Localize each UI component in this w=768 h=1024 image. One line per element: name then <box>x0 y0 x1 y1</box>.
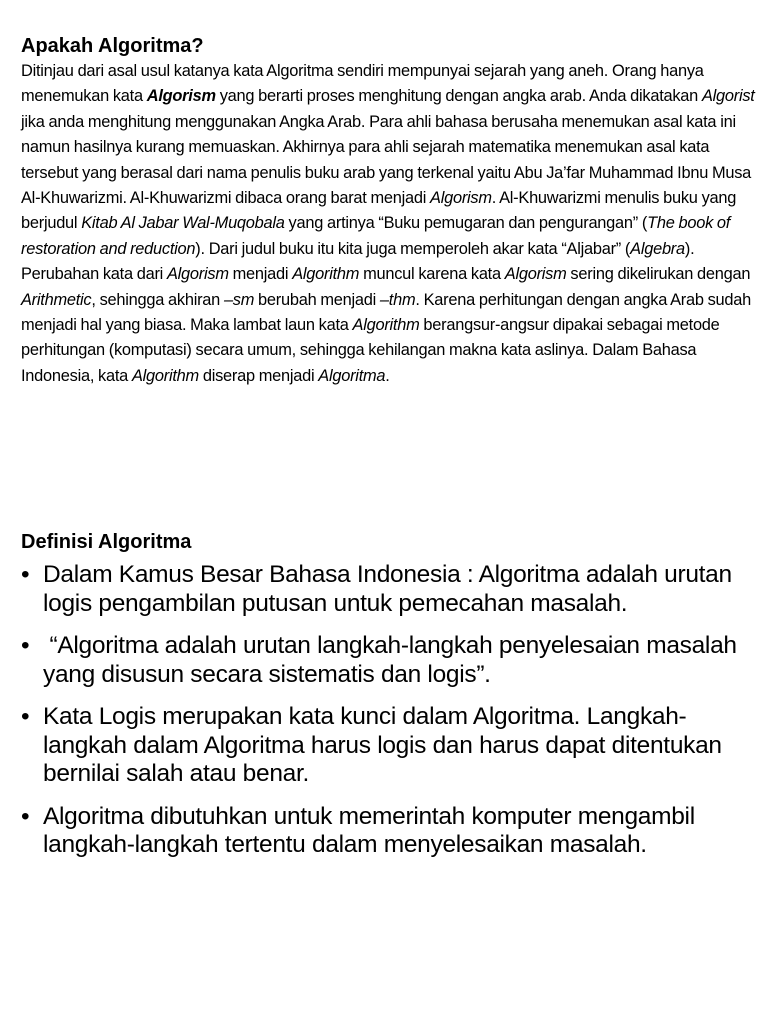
emphasized-term: –sm <box>223 290 255 309</box>
emphasized-term: Algorist <box>701 87 755 106</box>
bullet-icon: • <box>21 561 30 588</box>
intro-paragraph <box>21 59 756 389</box>
paragraph-text: sering dikelirukan dengan <box>566 265 751 284</box>
definition-item <box>21 803 756 860</box>
bullet-icon: • <box>21 802 30 830</box>
definition-item <box>21 703 756 789</box>
paragraph-text: berangsur-angsur dipakai sebagai metode perhitungan (komputasi) secara umum, sehingga kehilangan makna kata aslinya. Dalam Bahasa Indonesia, kata <box>21 316 720 385</box>
paragraph-text: diserap menjadi <box>198 366 319 385</box>
paragraph-text: ). Perubahan kata dari <box>21 239 695 284</box>
emphasized-term: –thm <box>379 290 416 309</box>
paragraph-text: , sehingga akhiran <box>91 290 224 309</box>
paragraph-text: menjadi <box>228 265 293 284</box>
paragraph-text: . Karena perhitungan dengan angka Arab sudah menjadi hal yang biasa. Maka lambat laun kata <box>21 290 752 335</box>
paragraph-text: Ditinjau dari asal usul katanya kata Algoritma sendiri mempunyai sejarah yang aneh. Orang hanya menemukan kata <box>21 62 704 106</box>
paragraph-text: . <box>385 366 390 385</box>
definition-text: Algoritma dibutuhkan untuk memerintah komputer mengambil langkah-langkah tertentu dalam menyelesaikan masalah. <box>43 802 695 858</box>
paragraph-text: yang artinya “Buku pemugaran dan pengurangan” ( <box>284 214 648 233</box>
bullet-icon: • <box>21 632 30 659</box>
emphasized-term: Algorism <box>146 87 216 106</box>
definition-text: “Algoritma adalah urutan langkah-langkah penyelesaian masalah yang disusun secara sistematis dan logis”. <box>43 632 744 688</box>
definition-text: Kata Logis merupakan kata kunci dalam Algoritma. Langkah-langkah dalam Algoritma harus logis dan harus dapat ditentukan bernilai salah atau benar. <box>43 703 722 787</box>
definition-item <box>21 561 756 618</box>
paragraph-text: berubah menjadi <box>254 290 380 309</box>
emphasized-term: Algorithm <box>292 265 360 284</box>
definition-item <box>21 632 756 689</box>
paragraph-text: jika anda menghitung menggunakan Angka Arab. Para ahli bahasa berusaha menemukan asal kata ini namun hasilnya kurang memuaskan. Akhirnya para ahli sejarah matematika menemukan asal kata tersebut yang berasal dari nama penulis buku arab yang terkenal yaitu Abu Ja’far Muhammad Ibnu Musa Al-Khuwarizmi. Al-Khuwarizmi dibaca orang barat menjadi <box>21 112 752 208</box>
emphasized-term: Kitab Al Jabar Wal-Muqobala <box>81 214 285 233</box>
emphasized-term: Algebra <box>630 239 685 258</box>
paragraph-text: muncul karena kata <box>359 265 505 284</box>
emphasized-term: Algorithm <box>352 316 420 335</box>
emphasized-term: Algorithm <box>131 366 199 385</box>
emphasized-term: Algoritma <box>318 366 386 385</box>
emphasized-term: Algorism <box>166 265 229 284</box>
paragraph-text: yang berarti proses menghitung dengan angka arab. Anda dikatakan <box>215 87 702 106</box>
bullet-icon: • <box>21 703 30 730</box>
emphasized-term: The book of restoration and reduction <box>21 214 731 258</box>
paragraph-text: . Al-Khuwarizmi menulis buku yang berjudul <box>21 189 737 233</box>
emphasized-term: Algorism <box>504 265 567 284</box>
paragraph-text: ). Dari judul buku itu kita juga memperoleh akar kata “Aljabar” ( <box>195 239 631 258</box>
definition-text: Dalam Kamus Besar Bahasa Indonesia : Algoritma adalah urutan logis pengambilan putusan untuk pemecahan masalah. <box>43 561 732 617</box>
emphasized-term: Arithmetic <box>21 290 92 309</box>
definition-list <box>21 561 756 874</box>
emphasized-term: Algorism <box>430 189 492 208</box>
section-title-apakah-algoritma: Apakah Algoritma? <box>21 35 204 57</box>
document-page <box>21 34 756 858</box>
section-title-definisi-algoritma: Definisi Algoritma <box>21 531 192 553</box>
